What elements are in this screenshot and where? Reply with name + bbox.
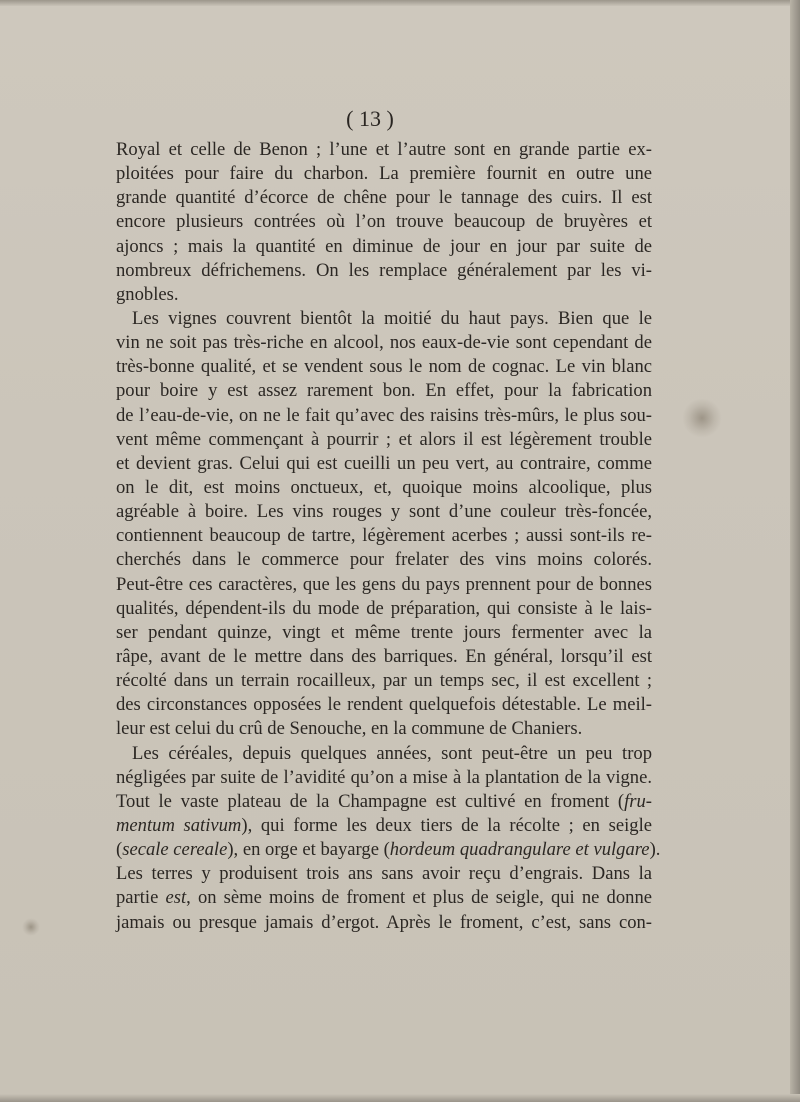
text-line: râpe, avant de le mettre dans des barriques. En général, lorsqu’il est xyxy=(116,645,652,667)
text-line: de l’eau-de-vie, on ne le fait qu’avec des raisins très-mûrs, le plus sou- xyxy=(116,404,652,426)
text-line-with-italic xyxy=(116,886,652,910)
text-line: Les céréales, depuis quelques années, sont peut-être un peu trop xyxy=(132,742,652,764)
page-top-edge xyxy=(0,0,800,6)
paper-stain xyxy=(682,398,722,438)
text-segment: partie xyxy=(116,887,166,909)
paper-stain xyxy=(22,918,40,936)
text-line: ajoncs ; mais la quantité en diminue de jour en jour par suite de xyxy=(116,235,652,257)
text-line: vent même commençant à pourrir ; et alors il est légèrement trouble xyxy=(116,428,652,450)
text-line: grande quantité d’écorce de chêne pour le tannage des cuirs. Il est xyxy=(116,187,652,209)
italic-term: est xyxy=(165,887,187,909)
text-segment: ). xyxy=(649,839,661,861)
page-number: ( 13 ) xyxy=(346,106,394,131)
text-line: très-bonne qualité, et se vendent sous le nom de cognac. Le vin blanc xyxy=(116,356,652,378)
text-line: vin ne soit pas très-riche en alcool, nos eaux-de-vie sont cependant de xyxy=(116,332,652,354)
text-line: Les vignes couvrent bientôt la moitié du haut pays. Bien que le xyxy=(132,307,652,329)
text-segment: ), en orge et bayarge ( xyxy=(227,839,390,861)
italic-term: hordeum quadrangulare et vulgare xyxy=(389,839,650,861)
text-line: leur est celui du crû de Senouche, en la commune de Chaniers. xyxy=(116,718,583,740)
text-line: gnobles. xyxy=(116,283,179,305)
text-segment: , on sème moins de froment et plus de seigle, qui ne donne xyxy=(186,887,652,909)
italic-term: fru- xyxy=(624,790,652,812)
text-line-with-italic xyxy=(116,838,661,862)
italic-term: secale cereale xyxy=(122,839,228,861)
text-line: jamais ou presque jamais d’ergot. Après le froment, c’est, sans con- xyxy=(116,911,652,933)
text-line: Peut-être ces caractères, que les gens du pays prennent pour de bonnes xyxy=(116,573,652,595)
page-bottom-edge xyxy=(0,1094,800,1102)
text-line: pour boire y est assez rarement bon. En effet, pour la fabrication xyxy=(116,380,652,402)
text-line: cherchés dans le commerce pour frelater des vins moins colorés. xyxy=(116,549,652,571)
text-line: qualités, dépendent-ils du mode de préparation, qui consiste à le lais- xyxy=(116,597,652,619)
text-line: ploitées pour faire du charbon. La première fournit en outre une xyxy=(116,163,652,185)
text-line: Les terres y produisent trois ans sans avoir reçu d’engrais. Dans la xyxy=(116,863,652,885)
text-line: des circonstances opposées le rendent quelquefois détestable. Le meil- xyxy=(116,694,652,716)
text-line: nombreux défrichemens. On les remplace généralement par les vi- xyxy=(116,259,652,281)
text-segment: Tout le vaste plateau de la Champagne est cultivé en froment ( xyxy=(116,790,625,812)
text-line-with-italic xyxy=(116,790,652,814)
text-line: négligées par suite de l’avidité qu’on a mise à la plantation de la vigne. xyxy=(116,766,652,788)
text-line: contiennent beaucoup de tartre, légèrement acerbes ; aussi sont-ils re- xyxy=(116,525,652,547)
text-line: et devient gras. Celui qui est cueilli un peu vert, au contraire, comme xyxy=(116,452,652,474)
text-segment: ), qui forme les deux tiers de la récolte ; en seigle xyxy=(241,814,653,836)
italic-term: mentum sativum xyxy=(116,814,242,836)
text-line: encore plusieurs contrées où l’on trouve beaucoup de bruyères et xyxy=(116,211,652,233)
text-line: Royal et celle de Benon ; l’une et l’autre sont en grande partie ex- xyxy=(116,139,652,160)
text-line: on le dit, est moins onctueux, et, quoique moins alcoolique, plus xyxy=(116,476,652,498)
page-right-edge xyxy=(790,0,800,1102)
text-line: agréable à boire. Les vins rouges y sont d’une couleur très-foncée, xyxy=(116,501,652,523)
body-text xyxy=(116,138,661,935)
text-line-with-italic xyxy=(116,814,652,838)
text-line: ser pendant quinze, vingt et même trente jours fermenter avec la xyxy=(116,621,652,643)
text-segment: ( xyxy=(116,839,123,861)
text-line: récolté dans un terrain rocailleux, par un temps sec, il est excellent ; xyxy=(116,670,652,692)
